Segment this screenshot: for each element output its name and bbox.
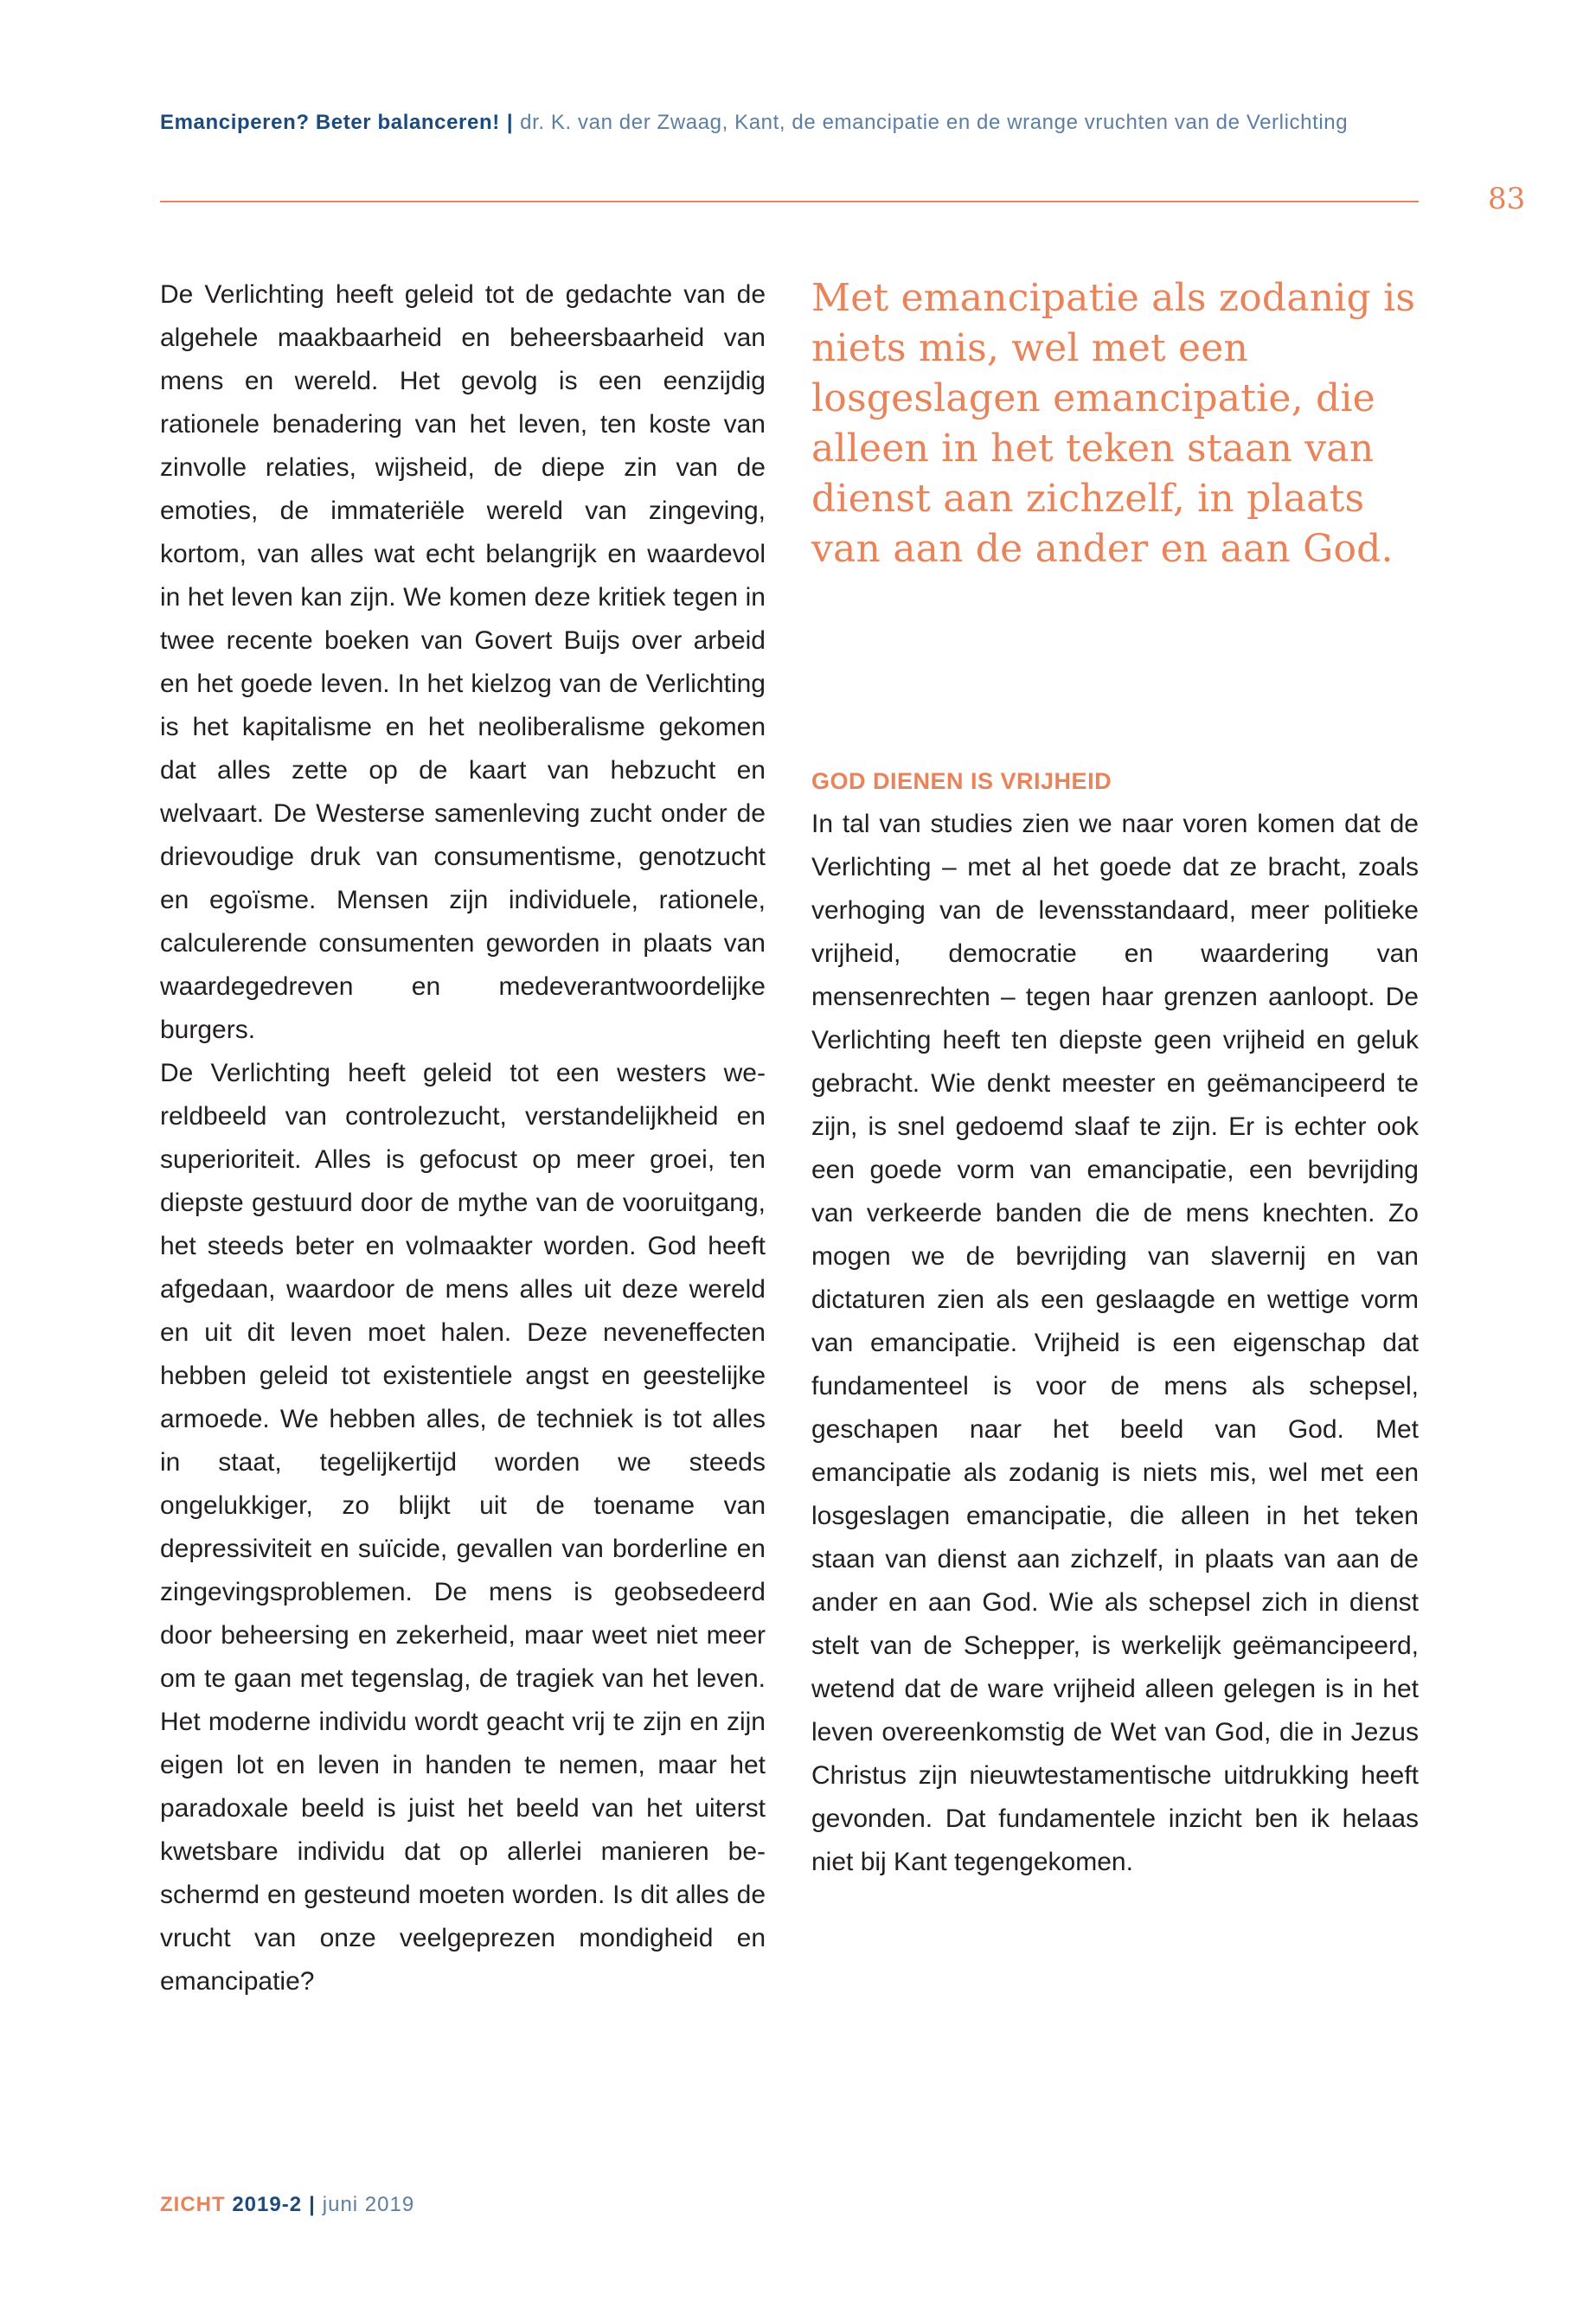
pull-quote: Met emancipatie als zodanig is niets mis, wel met een losgeslagen emancipatie, die alleen in het teken staan van dienst aan zichzelf, in plaats van aan de ander en aan God. <box>811 276 1416 571</box>
header-separator: | <box>506 111 514 134</box>
magazine-section-title: Emanciperen? Beter balanceren! <box>160 111 500 134</box>
section-heading: GOD DIENEN IS VRIJHEID <box>811 768 1112 794</box>
article-author-title: dr. K. van der Zwaag, Kant, de emancipatie en de wrange vruchten van de Verlichting <box>520 111 1349 134</box>
footer-date: juni 2019 <box>322 2193 415 2216</box>
footer-separator: | <box>309 2193 316 2216</box>
page-number: 83 <box>1488 182 1526 216</box>
section-paragraph: In tal van studies zien we naar voren komen dat de Verlichting – met al het goede dat ze bracht, zoals verhoging van de levensstandaard, meer politieke vrijheid, democratie en waardering van mensenrechten – tegen haar grenzen aanloopt. De Verlichting heeft ten diepste geen vrijheid en geluk gebracht. Wie denkt meester en geëmancipeerd te zijn, is snel gedoemd slaaf te zijn. Er is echter ook een goede vorm van emancipatie, een bevrijding van verkeerde banden die de mens knechten. Zo mogen we de bevrijding van slavernij en van dictaturen zien als een geslaagde en wettige vorm van emancipatie. Vrijheid is een eigenschap dat fundamenteel is voor de mens als schepsel, geschapen naar het beeld van God. Met emancipatie als zodanig is niets mis, wel met een losgeslagen emancipatie, die alleen in het teken staan van dienst aan zichzelf, in plaats van aan de ander en aan God. Wie als schepsel zich in dienst stelt van de Schepper, is werkelijk geëmancipeerd, wetend dat de ware vrijheid alleen gelegen is in het leven overeenkomstig de Wet van God, die in Jezus Christus zijn nieuwtestamentische uitdrukking heeft gevonden. Dat fundamentele inzicht ben ik helaas niet bij Kant tegengekomen. <box>811 810 1419 1876</box>
footer-issue: 2019-2 <box>232 2193 303 2216</box>
continued-text-spacer <box>811 626 1419 713</box>
right-column <box>811 273 1419 1884</box>
left-column <box>160 273 766 2003</box>
body-paragraph-1: De Verlichting heeft geleid tot de gedachte van de algehele maakbaarheid en beheersbaarheid van mens en wereld. Het gevolg is een eenzijdig rationele benadering van het leven, ten koste van zinvolle relaties, wijsheid, de diepe zin van de emoties, de immateriële wereld van zingeving, kortom, van alles wat echt belangrijk en waardevol in het leven kan zijn. We komen deze kritiek tegen in twee recente boeken van Govert Buijs over arbeid en het goede leven. In het kielzog van de Verlichting is het kapitalisme en het neoliberalisme gekomen dat alles zette op de kaart van hebzucht en welvaart. De Westerse samenleving zucht onder de drievoudige druk van consumentisme, genotzucht en egoïsme. Mensen zijn individuele, rationele, calculerende consumenten geworden in plaats van waardegedreven en medeverantwoordelijke burgers. <box>160 280 766 1044</box>
footer-magazine-name: ZICHT <box>160 2193 226 2216</box>
body-paragraph-2: De Verlichting heeft geleid tot een westers wereldbeeld van controlezucht, verstandelijkheid en superioriteit. Alles is gefocust op meer groei, ten diepste gestuurd door de mythe van de vooruitgang, het steeds beter en volmaakter worden. God heeft afgedaan, waardoor de mens alles uit deze wereld en uit dit leven moet halen. Deze neveneffecten hebben geleid tot existentiele angst en geestelijke armoede. We hebben alles, de techniek is tot alles in staat, tegelijkertijd worden we steeds ongelukkiger, zo blijkt uit de toename van depressiviteit en suïcide, gevallen van borderline en zingevingsproblemen. De mens is geobsedeerd door beheersing en zekerheid, maar weet niet meer om te gaan met tegenslag, de tragiek van het leven. Het moderne individu wordt geacht vrij te zijn en zijn eigen lot en leven in handen te nemen, maar het paradoxale beeld is juist het beeld van het uiterst kwetsbare individu dat op allerlei manieren beschermd en gesteund moeten worden. Is dit alles de vrucht van onze veelgeprezen mondigheid en emancipatie? <box>160 1059 766 1996</box>
header-rule <box>160 201 1419 202</box>
page-footer <box>160 2193 414 2217</box>
running-head <box>160 111 1423 135</box>
